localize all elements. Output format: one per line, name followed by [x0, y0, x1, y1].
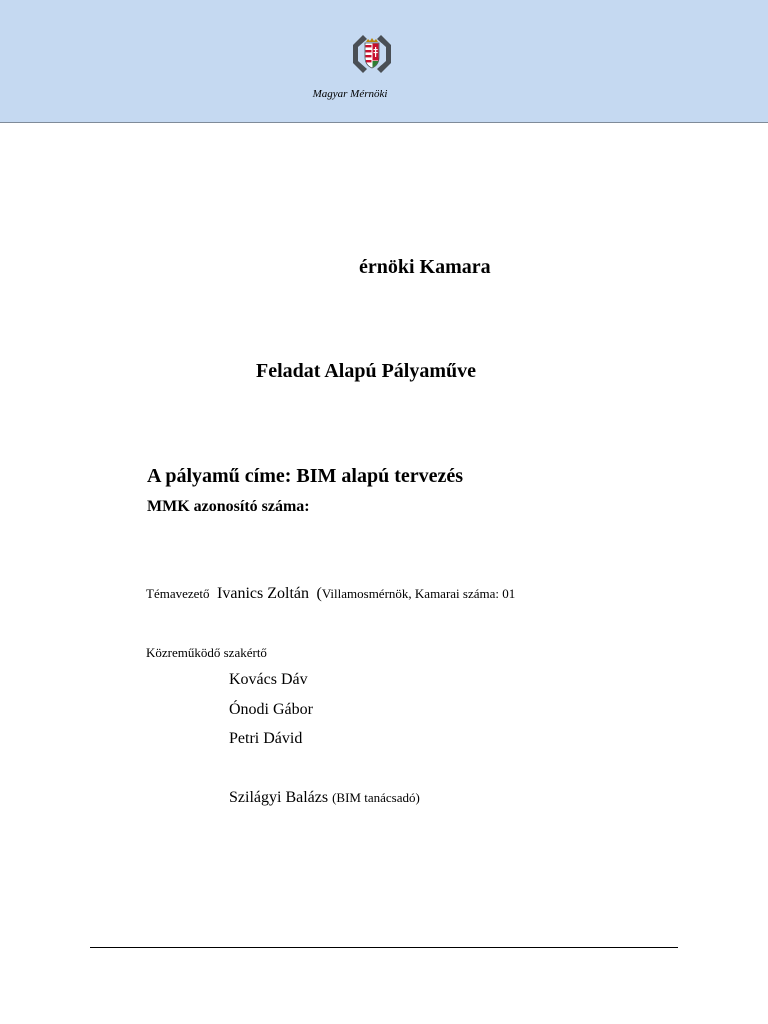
advisor-name: Szilágyi Balázs [229, 789, 329, 806]
supervisor-row [146, 585, 515, 603]
supervisor-paren: ( [316, 585, 322, 602]
contributors-label: Közreműködő szakértő [146, 645, 267, 660]
contributor-name: Ónodi Gábor [229, 701, 313, 718]
document-subtitle: Feladat Alapú Pályaműve [256, 360, 477, 382]
chamber-emblem-icon [349, 31, 395, 77]
advisor-row [229, 789, 420, 807]
supervisor-label: Témavezető [146, 586, 210, 601]
advisor-role: (BIM tanácsadó) [332, 790, 420, 805]
header-band [0, 0, 768, 123]
chamber-title: érnöki Kamara [359, 256, 491, 278]
header-org-name [0, 88, 700, 100]
mmk-id-label: MMK azonosító száma: [147, 498, 310, 515]
contributor-name: Kovács Dáv [229, 671, 308, 688]
contributor-name: Petri Dávid [229, 730, 303, 747]
supervisor-details: Villamosmérnök, Kamarai száma: 01 [321, 586, 516, 601]
header-org-text: Magyar Mérnöki [312, 88, 388, 100]
supervisor-name: Ivanics Zoltán [217, 585, 309, 602]
footer-divider [90, 947, 678, 948]
work-title: A pályamű címe: BIM alapú tervezés [147, 465, 464, 487]
